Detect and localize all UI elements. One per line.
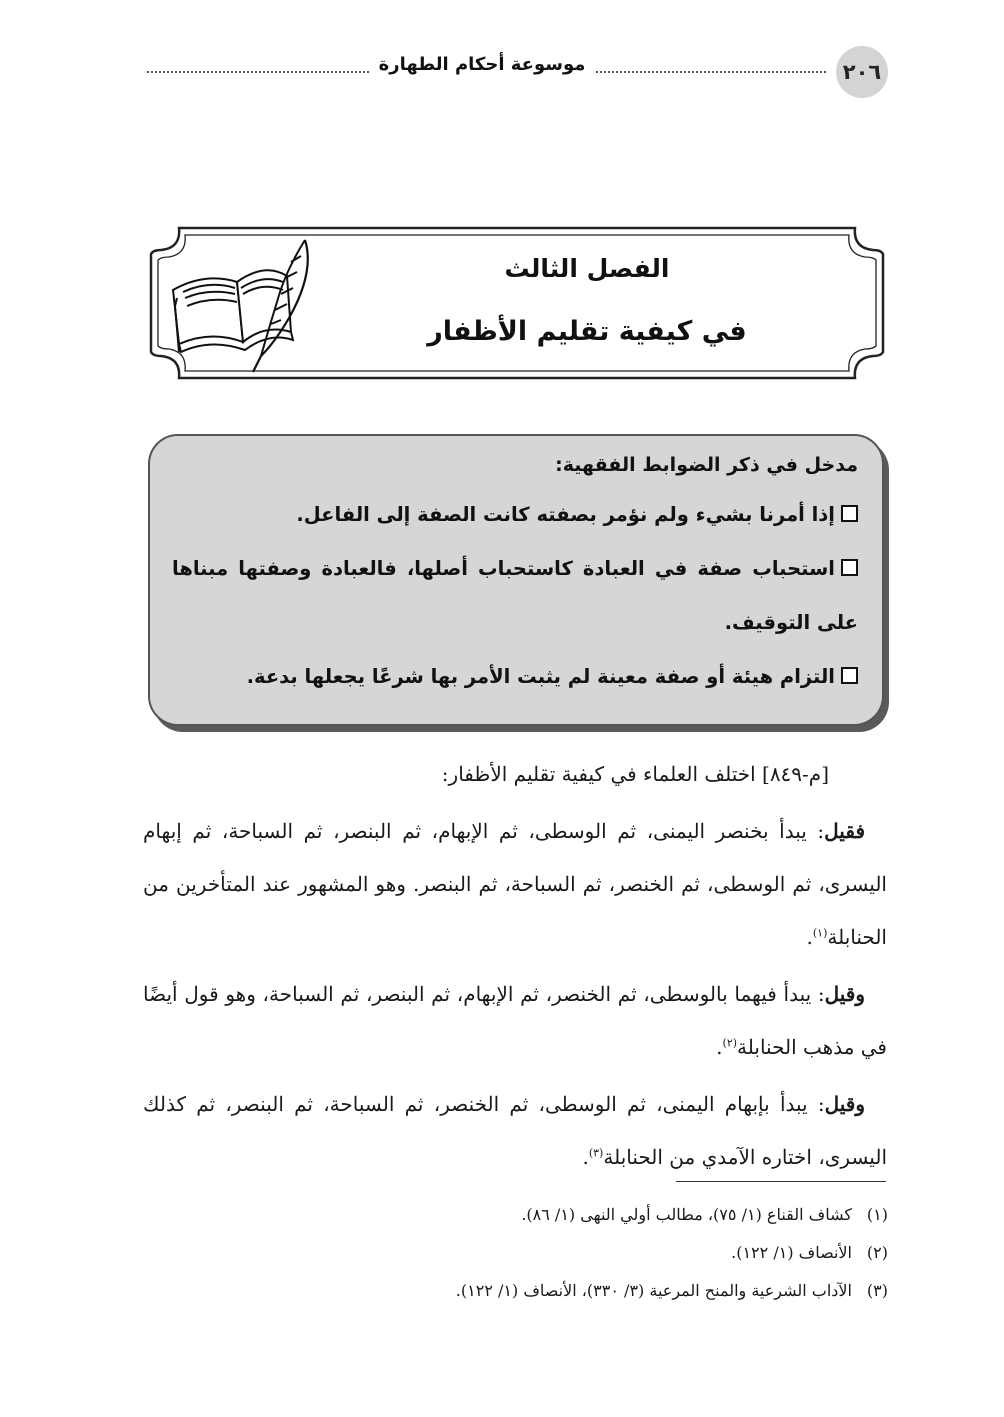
rule-item [172,488,858,542]
paragraph-text: : يبدأ بإبهام اليمنى، ثم الوسطى، ثم الخنصر، ثم السباحة، ثم البنصر، ثم كذلك اليسرى، اختاره الآمدي من الحنابلة [143,1092,887,1169]
end-punctuation: . [806,925,813,949]
footnotes [200,1196,888,1310]
rule-item [172,650,858,704]
footnote-number: (٢) [866,1243,888,1262]
body-paragraph [143,1078,887,1184]
footnote-ref[interactable]: (٢) [722,1036,738,1050]
intro-rules-box [148,434,884,726]
footnote-text: كشاف القناع (١/ ٧٥)، مطالب أولي النهى (١/ ٨٦). [521,1205,852,1224]
footnote-separator [676,1181,886,1182]
page-number: ٢٠٦ [836,46,888,98]
rule-item [172,542,858,650]
footnote [200,1272,888,1310]
body-paragraph [143,805,887,964]
footnote-number: (٣) [866,1281,888,1300]
rule-text: إذا أمرنا بشيء ولم نؤمر بصفته كانت الصفة إلى الفاعل. [296,503,835,526]
running-title: موسوعة أحكام الطهارة [378,54,586,75]
end-punctuation: . [716,1035,723,1059]
end-punctuation: . [582,1145,589,1169]
header-dotted-rule [596,71,826,73]
checkbox-bullet-icon [841,667,858,684]
checkbox-bullet-icon [841,505,858,522]
paragraph-text: [م-٨٤٩] اختلف العلماء في كيفية تقليم الأظفار: [441,762,829,786]
footnote-ref[interactable]: (١) [812,926,828,940]
header-dotted-rule [147,71,369,73]
rule-text: استحباب صفة في العبادة كاستحباب أصلها، فالعبادة وصفتها مبناها على التوقيف. [172,557,858,634]
rule-text: التزام هيئة أو صفة معينة لم يثبت الأمر بها شرعًا يجعلها بدعة. [246,665,835,688]
opinion-label: وقيل [824,1092,865,1116]
body-text [143,748,887,1188]
footnote-number: (١) [866,1205,888,1224]
body-paragraph [143,968,887,1074]
chapter-frame [147,224,887,382]
body-paragraph [143,748,887,801]
checkbox-bullet-icon [841,559,858,576]
book-and-quill-icon [165,232,315,378]
footnote-ref[interactable]: (٣) [588,1146,604,1160]
opinion-label: فقيل [824,819,865,843]
footnote [200,1234,888,1272]
footnote-text: الآداب الشرعية والمنح المرعية (٣/ ٣٣٠)، الأنصاف (١/ ١٢٢). [455,1281,852,1300]
paragraph-text: : يبدأ بخنصر اليمنى، ثم الوسطى، ثم الإبهام، ثم البنصر، ثم السباحة، ثم إبهام اليسرى، ثم الوسطى، ثم الخنصر، ثم السباحة، ثم البنصر. وهو المشهور عند المتأخرين من الحنابلة [143,819,887,949]
paragraph-text: : يبدأ فيهما بالوسطى، ثم الخنصر، ثم الإبهام، ثم البنصر، ثم السباحة، وهو قول أيضًا في مذهب الحنابلة [143,982,887,1059]
opinion-label: وقيل [824,982,865,1006]
intro-heading: مدخل في ذكر الضوابط الفقهية: [555,454,858,476]
chapter-title: الفصل الثالث [504,254,670,283]
chapter-subtitle: في كيفية تقليم الأظفار [427,316,747,347]
footnote-text: الأنصاف (١/ ١٢٢). [731,1243,852,1262]
footnote [200,1196,888,1234]
